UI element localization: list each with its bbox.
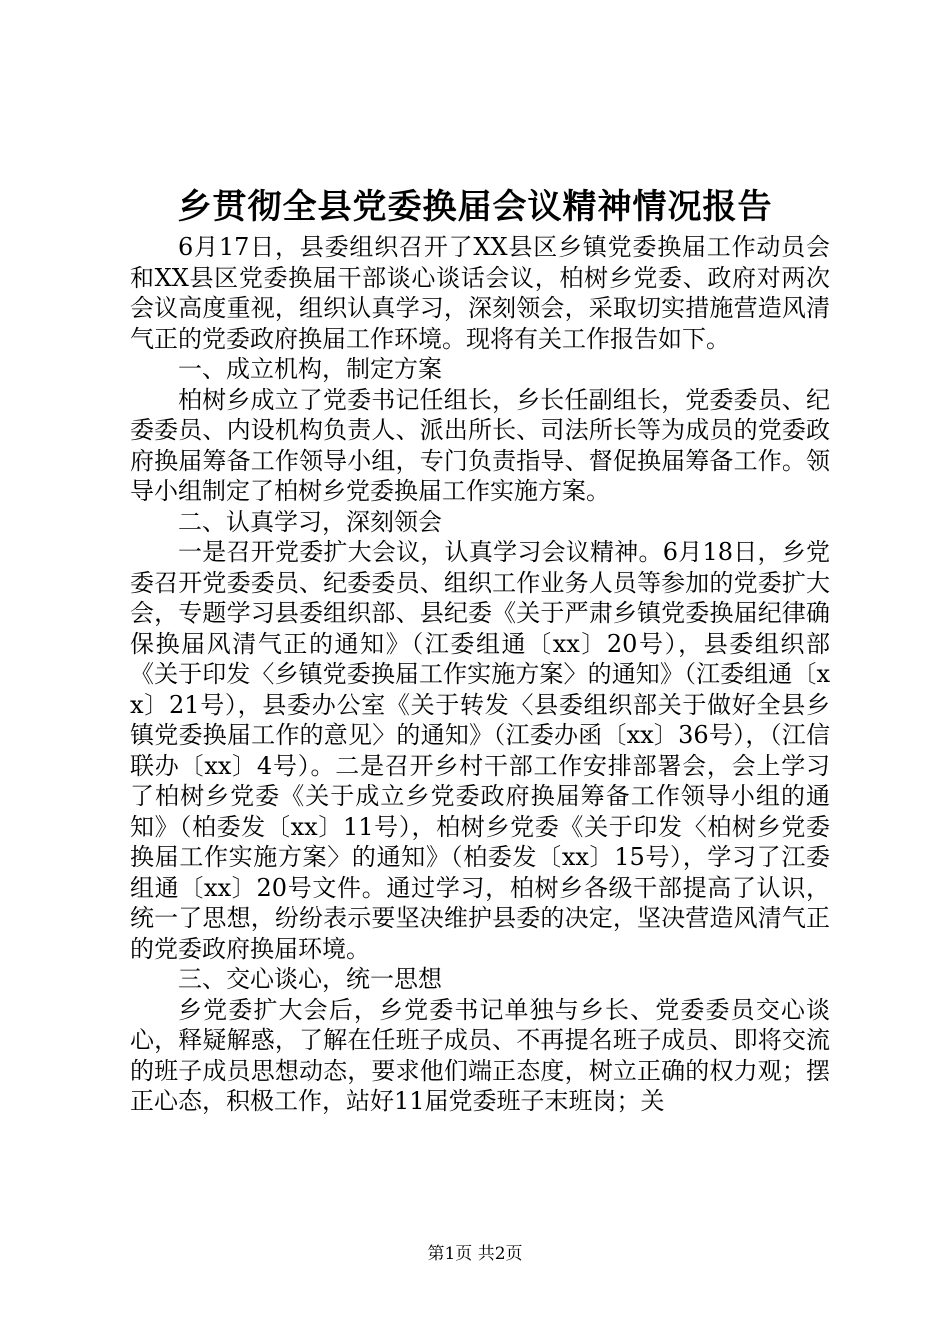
section-heading-2: 二、认真学习，深刻领会 [178,507,442,536]
section-heading-1: 一、成立机构，制定方案 [178,355,442,383]
page-footer: 第1页 共2页 [427,1244,523,1264]
paragraph-section-2: 一是召开党委扩大会议，认真学习会议精神。6月18日，乡党委召开党委委员、纪委委员、组织工作业务人员等参加的党委扩大会，专题学习县委组织部、县纪委《关于严肃乡镇党委换届纪律确保换届风清气正的通知》（江委组通〔xx〕20号），县委组织部《关于印发〈乡镇党委换届工作实施方案〉的通知》（江委组通〔xx〕21号），县委办公室《关于转发〈县委组织部关于做好全县乡镇党委换届工作的意见〉的通知》（江委办函〔xx〕36号），（江信联办〔xx〕4号）。二是召开乡村干部工作安排部署会，会上学习了柏树乡党委《关于成立乡党委政府换届筹备工作领导小组的通知》（柏委发〔xx〕11号），柏树乡党委《关于印发〈柏树乡党委换届工作实施方案〉的通知》（柏委发〔xx〕15号），学习了江委组通〔xx〕20号文件。通过学习，柏树乡各级干部提高了认识，统一了思想，纷纷表示要坚决维护县委的决定，坚决营造风清气正的党委政府换届环境。 [130,538,830,963]
paragraph-intro: 6月17日，县委组织召开了XX县区乡镇党委换届工作动员会和XX县区党委换届干部谈心谈话会议，柏树乡党委、政府对两次会议高度重视，组织认真学习，深刻领会，采取切实措施营造风清气正的党委政府换届工作环境。现将有关工作报告如下。 [130,233,830,353]
paragraph-section-1: 柏树乡成立了党委书记任组长，乡长任副组长，党委委员、纪委委员、内设机构负责人、派出所长、司法所长等为成员的党委政府换届筹备工作领导小组，专门负责指导、督促换届筹备工作。领导小组制定了柏树乡党委换届工作实施方案。 [130,385,830,505]
document-title: 乡贯彻全县党委换届会议精神情况报告 [177,187,773,227]
document-body [130,232,830,1117]
section-heading-3: 三、交心谈心，统一思想 [178,965,442,993]
paragraph-section-3: 乡党委扩大会后，乡党委书记单独与乡长、党委委员交心谈心，释疑解惑，了解在任班子成员、不再提名班子成员、即将交流的班子成员思想动态，要求他们端正态度，树立正确的权力观；摆正心态，积极工作，站好11届党委班子末班岗；关 [130,995,830,1115]
